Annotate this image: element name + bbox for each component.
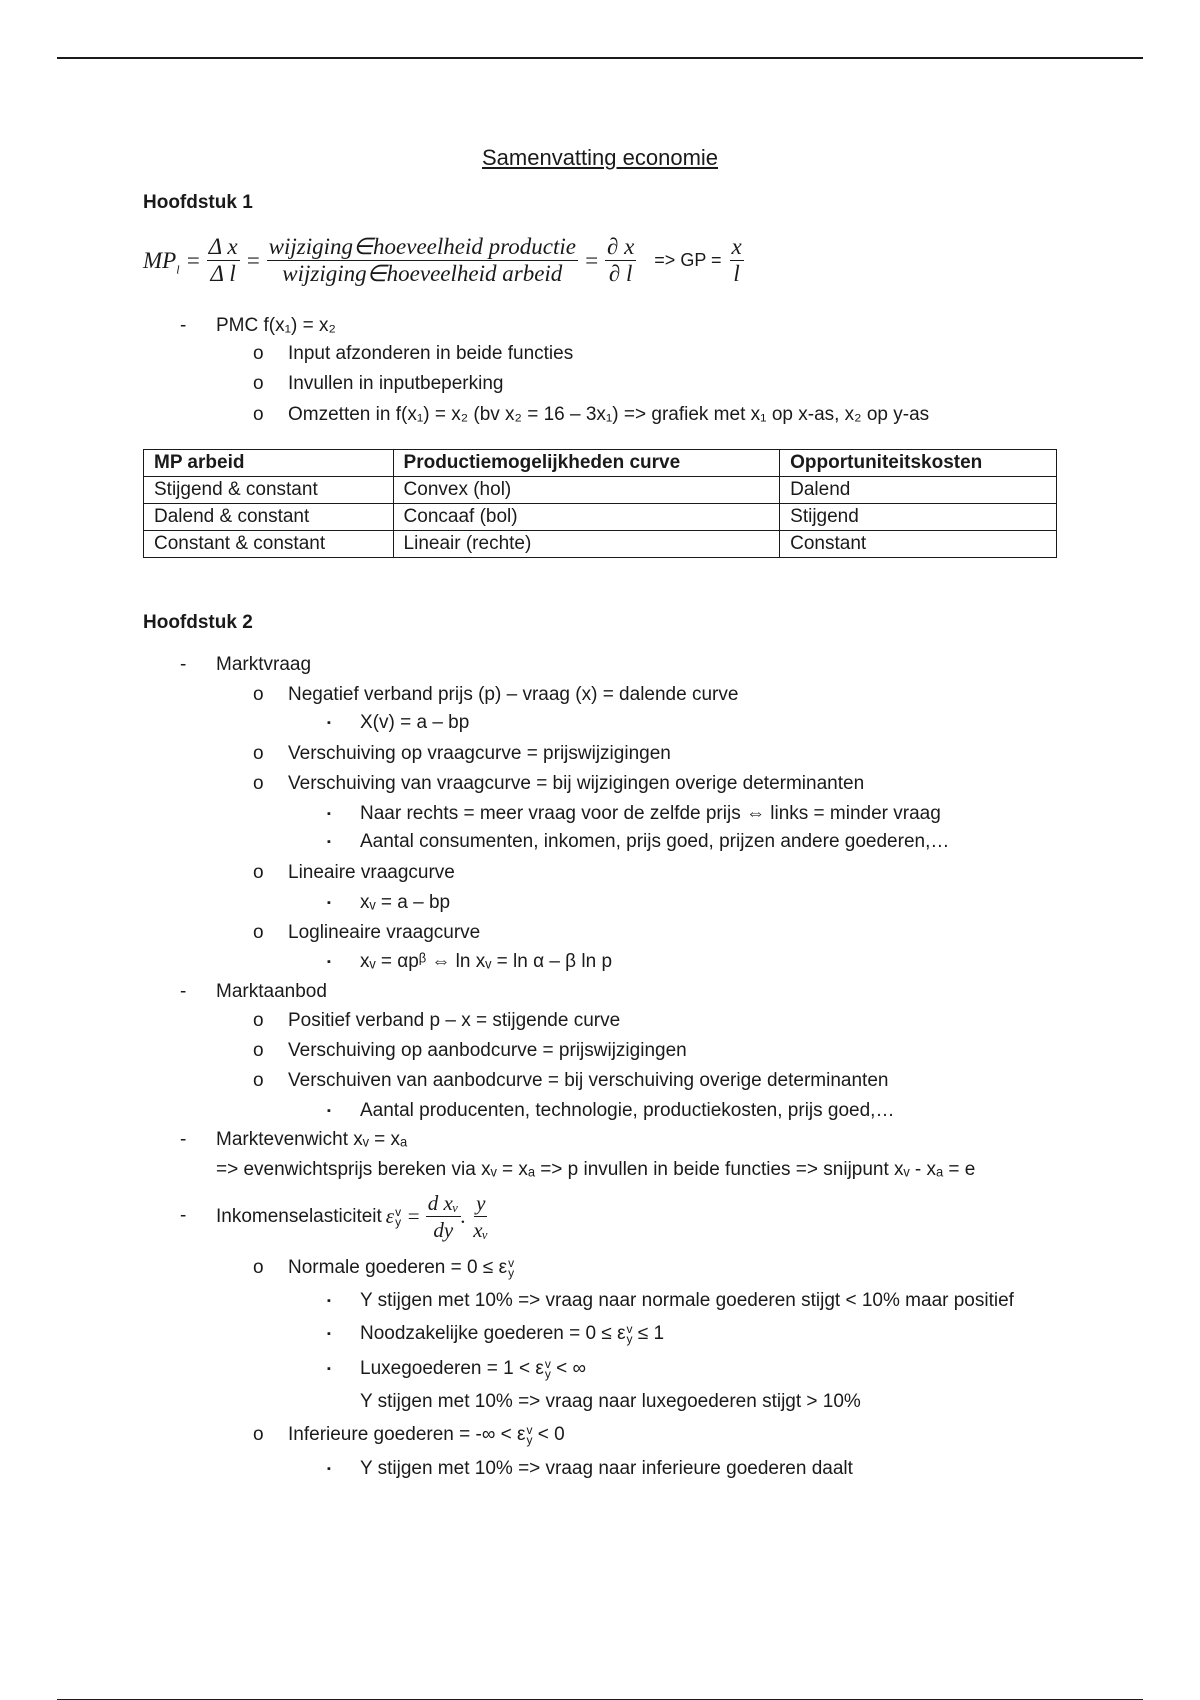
epsilon-symbol: ε — [385, 1204, 395, 1228]
table-cell: Constant & constant — [144, 531, 394, 558]
dash-bullet: - — [180, 654, 187, 675]
table-cell: Dalend & constant — [144, 504, 394, 531]
table-header: MP arbeid — [144, 450, 394, 477]
list-item: X(v) = a – bp — [360, 712, 470, 733]
list-item: Marktvraag — [216, 654, 312, 675]
income-elasticity-formula: Inkomenselasticiteit ε v y = $\frac{\text{d xᵥ}}{dy}$ . $\frac{y}{\text{xᵥ}}$ — [216, 1191, 489, 1242]
list-item: Normale goederen = 0 ≤ ε v y — [288, 1255, 515, 1280]
list-item: Verschuiven van aanbodcurve = bij verschuiving overige determinanten — [288, 1070, 889, 1091]
circle-bullet: o — [253, 404, 264, 425]
mp-table — [143, 449, 1057, 558]
square-bullet: ▪ — [327, 717, 331, 729]
square-bullet: ▪ — [327, 1105, 331, 1117]
circle-bullet: o — [253, 743, 264, 764]
frac-partial: $\frac{\partial x}{\partial l}$ — [606, 234, 635, 286]
table-cell: Concaaf (bol) — [393, 504, 780, 531]
frac-dxv-dy: $\frac{\text{d xᵥ}}{dy}$ — [427, 1191, 459, 1242]
epsilon-indices: v y — [395, 1204, 402, 1229]
circle-bullet: o — [253, 1070, 264, 1091]
square-bullet: ▪ — [327, 836, 331, 848]
square-bullet: ▪ — [327, 897, 331, 909]
list-item: Noodzakelijke goederen = 0 ≤ ε v y ≤ 1 — [360, 1321, 665, 1346]
table-cell: Convex (hol) — [393, 477, 780, 504]
list-item: Luxegoederen = 1 < ε v y < ∞ — [360, 1356, 587, 1381]
table-cell: Stijgend & constant — [144, 477, 394, 504]
table-cell: Stijgend — [780, 504, 1057, 531]
table-row — [144, 504, 1057, 531]
dash-bullet: - — [180, 1205, 187, 1226]
circle-bullet: o — [253, 1040, 264, 1061]
table-cell: Constant — [780, 531, 1057, 558]
list-item: Y stijgen met 10% => vraag naar normale goederen stijgt < 10% maar positief — [360, 1290, 1014, 1311]
mp-lhs: $MP_l$ — [143, 247, 180, 277]
chapter-1-heading: Hoofdstuk 1 — [143, 192, 253, 213]
square-bullet: ▪ — [327, 1295, 331, 1307]
list-item: Aantal consumenten, inkomen, prijs goed, prijzen andere goederen,… — [360, 831, 950, 852]
circle-bullet: o — [253, 1257, 264, 1278]
list-item: xᵥ = a – bp — [360, 892, 451, 913]
list-item: Verschuiving op aanbodcurve = prijswijzigingen — [288, 1040, 687, 1061]
list-item: Inferieure goederen = -∞ < ε v y < 0 — [288, 1422, 565, 1447]
table-header: Opportuniteitskosten — [780, 450, 1057, 477]
square-bullet: ▪ — [327, 956, 331, 968]
circle-bullet: o — [253, 862, 264, 883]
frac-wijziging: $\frac{\text{wijziging∈hoeveelheid productie}}{\text{wijziging∈hoeveelheid arbeid}}$ — [268, 234, 576, 286]
circle-bullet: o — [253, 922, 264, 943]
list-item: xᵥ = αpᵝ ⇔ ln xᵥ = ln α – β ln p — [360, 951, 613, 972]
list-item: Aantal producenten, technologie, productiekosten, prijs goed,… — [360, 1100, 895, 1121]
mp-formula: $MP_l$ = $\frac{\text{Δ x}}{\text{Δ l}}$ = $\frac{\text{wijziging∈hoeveelheid productie}}{\text{wijziging∈hoeveelheid arbeid}}$ = $\frac{\partial x}{\partial l}$ => GP = $\frac{x}{l}$ — [143, 234, 742, 286]
list-item: Inkomenselasticiteit — [216, 1205, 382, 1227]
square-bullet: ▪ — [327, 1363, 331, 1375]
dash-bullet: - — [180, 315, 187, 336]
square-bullet: ▪ — [327, 1328, 331, 1340]
circle-bullet: o — [253, 343, 264, 364]
square-bullet: ▪ — [327, 808, 331, 820]
list-item: Positief verband p – x = stijgende curve — [288, 1010, 621, 1031]
table-cell: Lineair (rechte) — [393, 531, 780, 558]
pmc-label: PMC f(x₁) = x₂ — [216, 315, 336, 336]
list-item: Input afzonderen in beide functies — [288, 343, 574, 364]
circle-bullet: o — [253, 684, 264, 705]
list-item: Verschuiving van vraagcurve = bij wijzigingen overige determinanten — [288, 773, 865, 794]
list-item: Marktevenwicht xᵥ = xₐ — [216, 1129, 408, 1150]
list-item: Negatief verband prijs (p) – vraag (x) = dalende curve — [288, 684, 739, 705]
table-cell: Dalend — [780, 477, 1057, 504]
circle-bullet: o — [253, 1010, 264, 1031]
table-row — [144, 531, 1057, 558]
frac-gp: $\frac{x}{l}$ — [731, 234, 742, 286]
header-rule — [57, 57, 1143, 59]
list-item: Loglineaire vraagcurve — [288, 922, 481, 943]
table-header: Productiemogelijkheden curve — [393, 450, 780, 477]
dash-bullet: - — [180, 981, 187, 1002]
circle-bullet: o — [253, 373, 264, 394]
list-item: Y stijgen met 10% => vraag naar luxegoederen stijgt > 10% — [360, 1391, 861, 1412]
list-item: Invullen in inputbeperking — [288, 373, 504, 394]
circle-bullet: o — [253, 1424, 264, 1445]
list-item: Omzetten in f(x₁) = x₂ (bv x₂ = 16 – 3x₁) => grafiek met x₁ op x-as, x₂ op y-as — [288, 404, 930, 425]
frac-y-xv: $\frac{y}{\text{xᵥ}}$ — [473, 1191, 489, 1242]
list-item: Lineaire vraagcurve — [288, 862, 455, 883]
square-bullet: ▪ — [327, 1463, 331, 1475]
frac-delta: $\frac{\text{Δ x}}{\text{Δ l}}$ — [208, 234, 238, 286]
dash-bullet: - — [180, 1129, 187, 1150]
chapter-2-heading: Hoofdstuk 2 — [143, 612, 253, 633]
list-item: Y stijgen met 10% => vraag naar inferieure goederen daalt — [360, 1458, 853, 1479]
list-item: Marktaanbod — [216, 981, 327, 1002]
circle-bullet: o — [253, 773, 264, 794]
gp-label: => GP = — [654, 250, 722, 270]
page-title: Samenvatting economie — [481, 145, 719, 170]
list-item: Verschuiving op vraagcurve = prijswijzigingen — [288, 743, 671, 764]
list-item: Naar rechts = meer vraag voor de zelfde prijs ⇔ links = minder vraag — [360, 803, 941, 824]
table-row — [144, 477, 1057, 504]
table-header-row — [144, 450, 1057, 477]
list-item: => evenwichtsprijs bereken via xᵥ = xₐ => p invullen in beide functies => snijpunt xᵥ - xₐ = e — [216, 1159, 976, 1180]
